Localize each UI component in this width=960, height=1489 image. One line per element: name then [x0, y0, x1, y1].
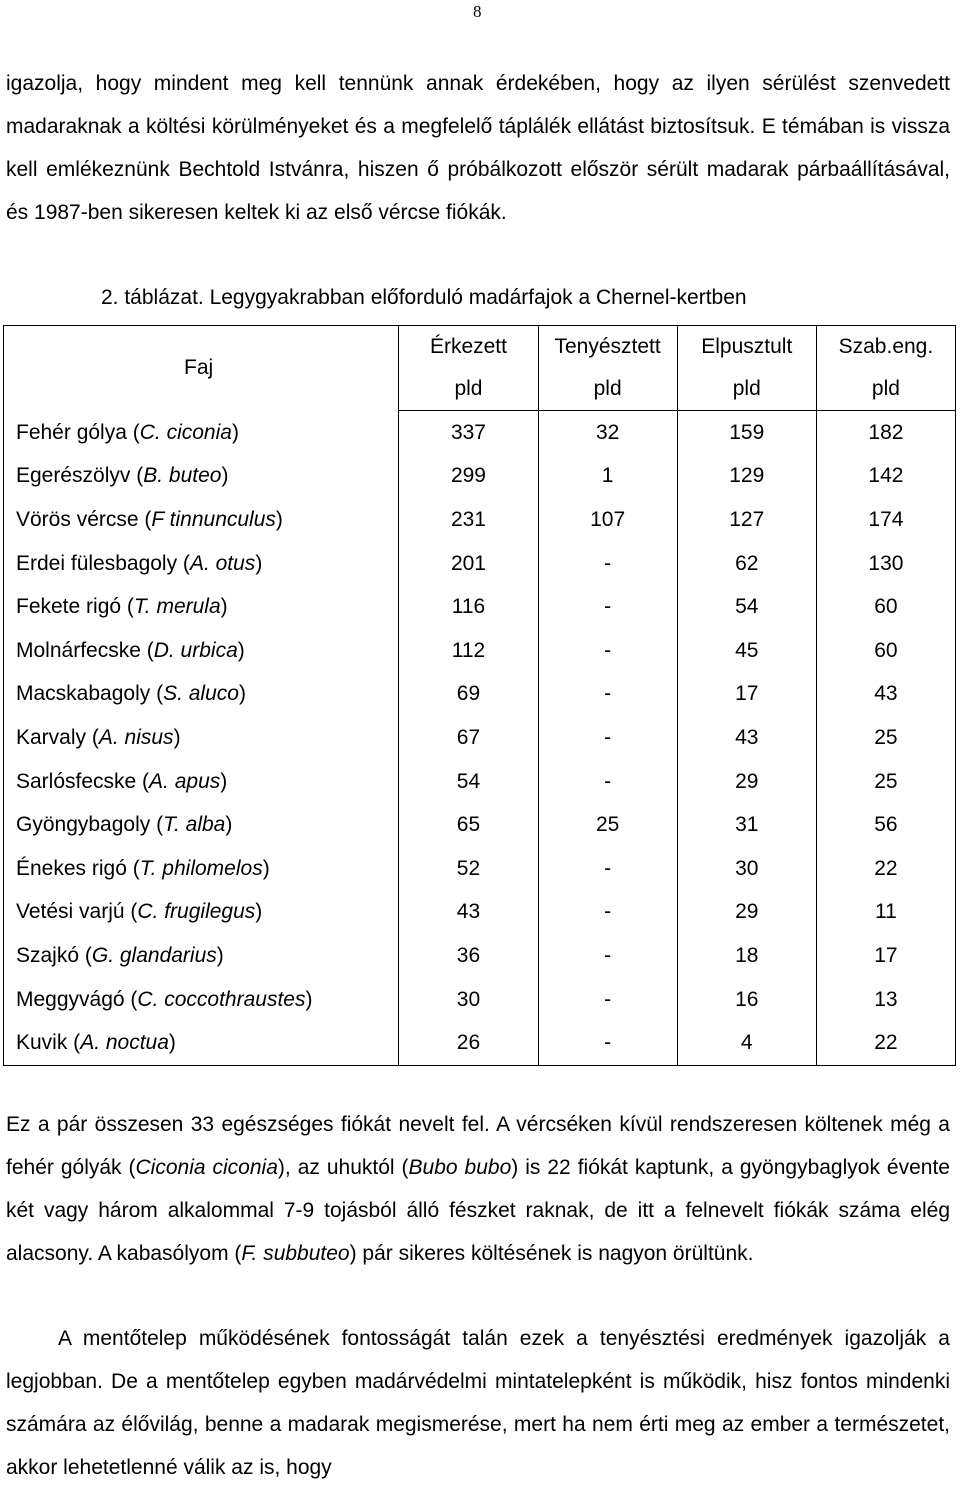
species-name: F. subbuteo — [241, 1242, 350, 1265]
header-erkezett: Érkezett — [399, 326, 538, 369]
value-cell: 159 — [677, 411, 816, 455]
table-row — [4, 629, 956, 673]
header-szabeng: Szab.eng. — [816, 326, 955, 369]
species-cell — [4, 411, 399, 455]
common-name: Egerészölyv ( — [16, 464, 144, 488]
value-cell: 31 — [677, 803, 816, 847]
species-epithet: philomelos — [156, 856, 263, 880]
paren-close: ) — [255, 900, 263, 924]
paren-close: ) — [262, 856, 270, 880]
paren-close: ) — [238, 682, 246, 706]
value-cell: - — [538, 542, 677, 586]
table-row — [4, 891, 956, 935]
value-cell: 116 — [399, 585, 538, 629]
genus-abbrev: C. — [137, 900, 159, 924]
value-cell: - — [538, 978, 677, 1022]
species-cell — [4, 1021, 399, 1066]
paren-close: ) — [173, 725, 181, 749]
species-epithet: coccothraustes — [158, 987, 306, 1011]
value-cell: 299 — [399, 455, 538, 499]
value-cell: 43 — [677, 716, 816, 760]
species-name: Ciconia ciconia — [135, 1156, 278, 1179]
genus-abbrev: D. — [153, 638, 175, 662]
value-cell: - — [538, 760, 677, 804]
species-epithet: merula — [150, 595, 221, 619]
species-cell — [4, 891, 399, 935]
table-row — [4, 978, 956, 1022]
paragraph-intro: igazolja, hogy mindent meg kell tennünk annak érdekében, hogy az ilyen sérülést szenvedett madaraknak a költési körülményeket és a megfelelő táplálék ellátást biztosítsuk. E témában is vissza kell emlékeznünk Bechtold Istvánra, hiszen ő próbálkozott először sérült madarak párbaállításával, és 1987-ben sikeresen keltek ki az első vércse fiókák. — [6, 72, 950, 224]
species-epithet: aluco — [182, 682, 239, 706]
value-cell: 112 — [399, 629, 538, 673]
value-cell: 54 — [677, 585, 816, 629]
common-name: Macskabagoly ( — [16, 682, 164, 706]
paragraph-importance — [6, 1317, 950, 1489]
value-cell: 52 — [399, 847, 538, 891]
value-cell: 130 — [816, 542, 955, 586]
genus-abbrev: T. — [163, 813, 180, 837]
header-elpusztult: Elpusztult — [677, 326, 816, 369]
species-epithet: frugilegus — [158, 900, 256, 924]
value-cell: 43 — [399, 891, 538, 935]
value-cell: 182 — [816, 411, 955, 455]
value-cell: 56 — [816, 803, 955, 847]
value-cell: 17 — [677, 673, 816, 717]
text: Ez a pár összesen 33 egészséges fiókát nevelt fel. A vércséken kívül rendszeresen költenek még a fehér gólyák ( — [6, 1113, 950, 1179]
value-cell: 127 — [677, 498, 816, 542]
genus-abbrev: A. — [80, 1031, 101, 1055]
common-name: Énekes rigó ( — [16, 856, 140, 880]
species-cell — [4, 716, 399, 760]
paren-close: ) — [255, 551, 263, 575]
genus-abbrev: A. — [189, 551, 210, 575]
species-cell — [4, 585, 399, 629]
common-name: Vetési varjú ( — [16, 900, 138, 924]
text: ) pár sikeres költésének is nagyon örültünk. — [349, 1242, 754, 1265]
genus-abbrev: T. — [139, 856, 157, 880]
value-cell: 129 — [677, 455, 816, 499]
species-cell — [4, 498, 399, 542]
species-cell — [4, 978, 399, 1022]
common-name: Erdei fülesbagoly ( — [16, 551, 190, 575]
species-epithet: apus — [168, 769, 221, 793]
header-unit: pld — [399, 368, 538, 411]
value-cell: 17 — [816, 934, 955, 978]
value-cell: 142 — [816, 455, 955, 499]
species-cell — [4, 760, 399, 804]
text: ), az uhuktól ( — [277, 1156, 409, 1179]
paren-close: ) — [220, 595, 228, 619]
species-cell — [4, 629, 399, 673]
species-epithet: ciconia — [160, 420, 232, 444]
table-row — [4, 455, 956, 499]
header-unit: pld — [816, 368, 955, 411]
species-epithet: otus — [209, 551, 256, 575]
table-row — [4, 498, 956, 542]
value-cell: 1 — [538, 455, 677, 499]
table-caption: 2. táblázat. Legygyakrabban előforduló madárfajok a Chernel-kertben — [101, 286, 747, 309]
value-cell: 107 — [538, 498, 677, 542]
genus-abbrev: C. — [139, 420, 161, 444]
paren-close: ) — [221, 464, 229, 488]
header-faj: Faj — [4, 326, 399, 411]
value-cell: 18 — [677, 934, 816, 978]
paren-close: ) — [237, 638, 245, 662]
common-name: Vörös vércse ( — [16, 507, 152, 531]
table-row — [4, 760, 956, 804]
species-cell — [4, 542, 399, 586]
species-name: Bubo bubo — [408, 1156, 512, 1179]
common-name: Molnárfecske ( — [16, 638, 154, 662]
value-cell: 29 — [677, 891, 816, 935]
common-name: Szajkó ( — [16, 943, 92, 967]
value-cell: 25 — [816, 760, 955, 804]
table-row — [4, 673, 956, 717]
species-epithet: urbica — [174, 638, 238, 662]
table-row — [4, 1021, 956, 1066]
value-cell: - — [538, 585, 677, 629]
species-epithet: glandarius — [114, 943, 217, 967]
header-unit: pld — [538, 368, 677, 411]
value-cell: 60 — [816, 585, 955, 629]
page-number: 8 — [473, 2, 482, 21]
species-cell — [4, 847, 399, 891]
species-epithet: nisus — [118, 725, 174, 749]
value-cell: - — [538, 1021, 677, 1066]
value-cell: 69 — [399, 673, 538, 717]
header-tenyesztett: Tenyésztett — [538, 326, 677, 369]
value-cell: 67 — [399, 716, 538, 760]
paren-close: ) — [275, 507, 283, 531]
value-cell: - — [538, 673, 677, 717]
value-cell: - — [538, 891, 677, 935]
genus-abbrev: F — [151, 507, 164, 531]
value-cell: 29 — [677, 760, 816, 804]
value-cell: 43 — [816, 673, 955, 717]
genus-abbrev: G. — [91, 943, 115, 967]
bird-species-table — [3, 325, 956, 1066]
species-cell — [4, 803, 399, 847]
species-cell — [4, 455, 399, 499]
value-cell: 231 — [399, 498, 538, 542]
value-cell: 62 — [677, 542, 816, 586]
paren-close: ) — [220, 769, 228, 793]
value-cell: - — [538, 629, 677, 673]
value-cell: 16 — [677, 978, 816, 1022]
value-cell: 32 — [538, 411, 677, 455]
text: A mentőtelep működésének fontosságát talán ezek a tenyésztési eredmények igazolják a legjobban. De a mentőtelep egyben madárvédelmi mintatelepként is működik, hisz fontos mindenki számára az élővilág, benne a madarak megismerése, mert ha nem érti meg az ember a természetet, akkor lehetetlenné válik az is, hogy — [6, 1327, 950, 1479]
paren-close: ) — [216, 943, 224, 967]
table-body — [4, 411, 956, 1066]
table-row — [4, 411, 956, 455]
common-name: Fekete rigó ( — [16, 595, 134, 619]
species-epithet: noctua — [100, 1031, 169, 1055]
paren-close: ) — [231, 420, 239, 444]
genus-abbrev: A. — [149, 769, 169, 793]
value-cell: 25 — [538, 803, 677, 847]
species-epithet: buteo — [163, 464, 222, 488]
table-row — [4, 716, 956, 760]
common-name: Karvaly ( — [16, 725, 99, 749]
table-row — [4, 934, 956, 978]
value-cell: 65 — [399, 803, 538, 847]
value-cell: 25 — [816, 716, 955, 760]
genus-abbrev: C. — [137, 987, 159, 1011]
header-unit: pld — [677, 368, 816, 411]
value-cell: - — [538, 934, 677, 978]
value-cell: 45 — [677, 629, 816, 673]
species-epithet: tinnunculus — [163, 507, 276, 531]
value-cell: - — [538, 847, 677, 891]
value-cell: 174 — [816, 498, 955, 542]
value-cell: 36 — [399, 934, 538, 978]
table-row — [4, 847, 956, 891]
paren-close: ) — [305, 987, 313, 1011]
paragraph-breeding — [6, 1103, 950, 1275]
common-name: Kuvik ( — [16, 1031, 81, 1055]
species-cell — [4, 673, 399, 717]
text: ) is 22 fiókát kaptunk, a gyöngybaglyok évente két vagy három alkalommal 7-9 tojásból álló fészket raknak, de itt a felnevelt fiókák száma elég alacsony. A kabasólyom ( — [6, 1156, 950, 1265]
value-cell: 11 — [816, 891, 955, 935]
table-row — [4, 585, 956, 629]
value-cell: 30 — [399, 978, 538, 1022]
value-cell: 54 — [399, 760, 538, 804]
species-cell — [4, 934, 399, 978]
species-epithet: alba — [179, 813, 226, 837]
common-name: Meggyvágó ( — [16, 987, 138, 1011]
table-row — [4, 803, 956, 847]
value-cell: - — [538, 716, 677, 760]
value-cell: 22 — [816, 847, 955, 891]
genus-abbrev: B. — [143, 464, 164, 488]
paren-close: ) — [225, 813, 233, 837]
genus-abbrev: A. — [98, 725, 119, 749]
paren-close: ) — [168, 1031, 176, 1055]
value-cell: 60 — [816, 629, 955, 673]
common-name: Gyöngybagoly ( — [16, 813, 164, 837]
value-cell: 22 — [816, 1021, 955, 1066]
value-cell: 4 — [677, 1021, 816, 1066]
table-row — [4, 542, 956, 586]
value-cell: 26 — [399, 1021, 538, 1066]
value-cell: 13 — [816, 978, 955, 1022]
value-cell: 30 — [677, 847, 816, 891]
common-name: Sarlósfecske ( — [16, 769, 150, 793]
value-cell: 201 — [399, 542, 538, 586]
genus-abbrev: S. — [163, 682, 183, 706]
value-cell: 337 — [399, 411, 538, 455]
common-name: Fehér gólya ( — [16, 420, 140, 444]
genus-abbrev: T. — [133, 595, 151, 619]
